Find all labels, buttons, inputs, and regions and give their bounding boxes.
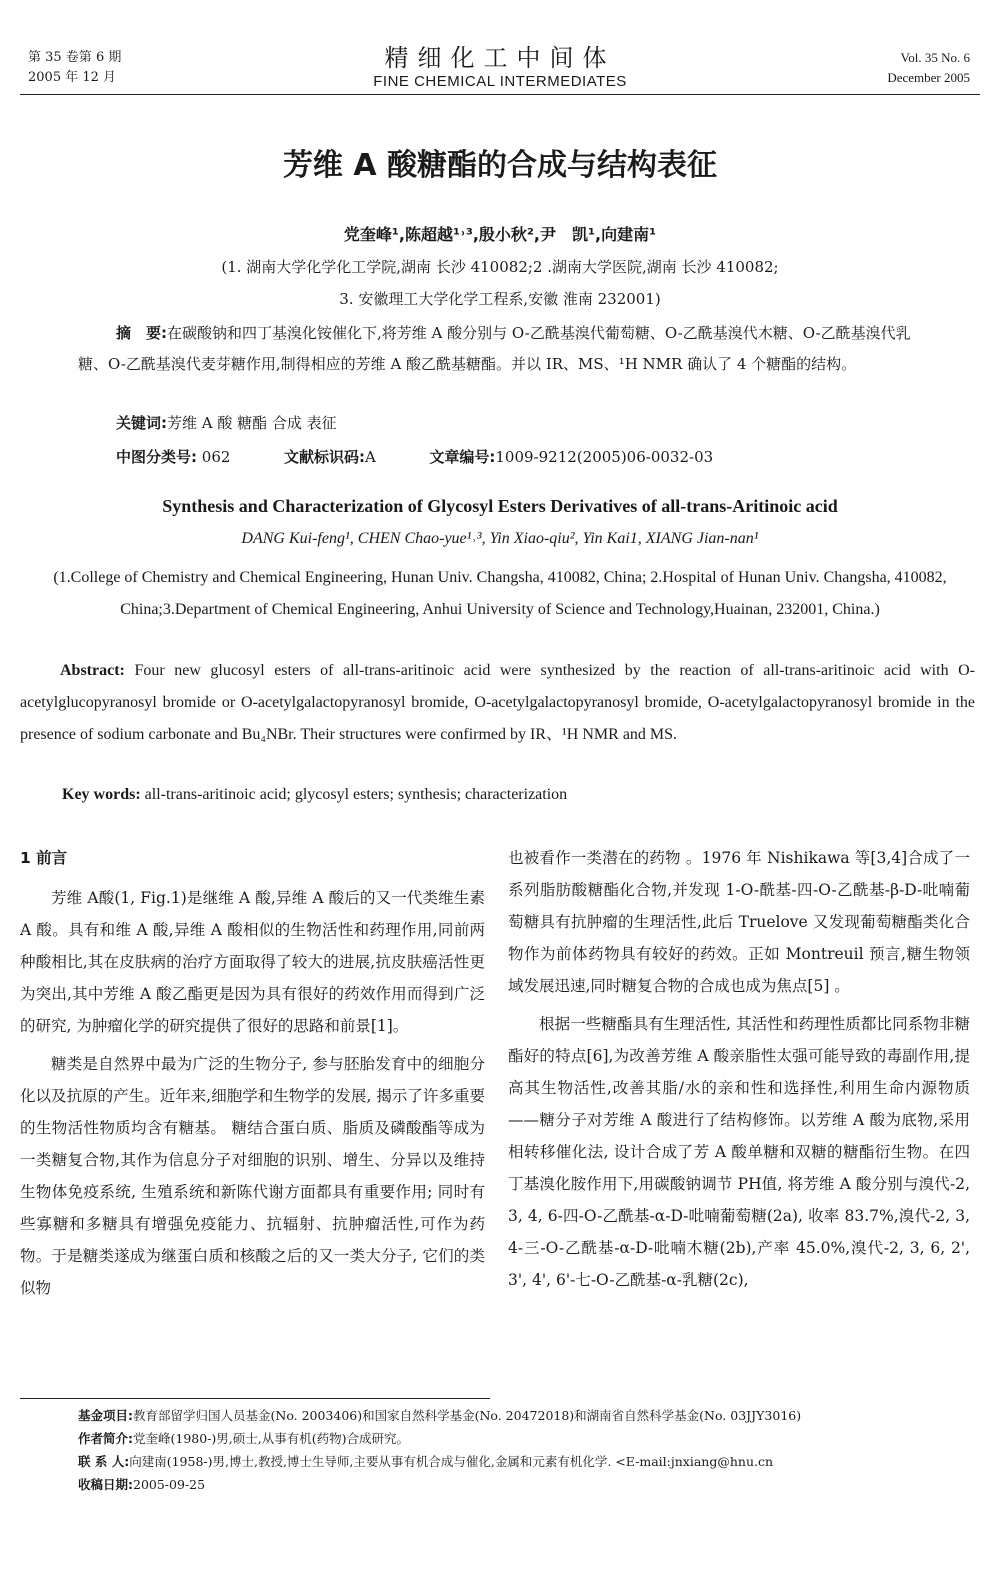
- keywords-en-label: Key words:: [62, 786, 141, 803]
- affiliation-cn-line1: (1. 湖南大学化学化工学院,湖南 长沙 410082;2 .湖南大学医院,湖南 长沙 410082;: [221, 258, 779, 276]
- paper-title-cn: 芳维 A 酸糖酯的合成与结构表征: [282, 148, 718, 183]
- abstract-en: [20, 655, 975, 751]
- abstract-cn-label: 摘 要:: [116, 324, 167, 342]
- paper-title-en: Synthesis and Characterization of Glycosyl Esters Derivatives of all-trans-Aritinoic acid: [162, 496, 838, 516]
- footnote-fund: 基金项目:教育部留学归国人员基金(No. 2003406)和国家自然科学基金(No. 20472018)和湖南省自然科学基金(No. 03JJY3016): [78, 1408, 802, 1423]
- keywords-cn-label: 关键词:: [116, 414, 167, 432]
- section-heading-intro: 1 前言: [20, 849, 68, 867]
- footnote-divider: [20, 1398, 490, 1399]
- body-right-column: [508, 842, 970, 1296]
- abstract-cn: [78, 318, 933, 380]
- classification-line: [116, 446, 916, 467]
- body-paragraph: 芳维 A酸(1, Fig.1)是继维 A 酸,异维 A 酸后的又一代类维生素 A 酸。具有和维 A 酸,异维 A 酸相似的生物活性和药理作用,同前两种酸相比,其在皮肤病的治疗方面取得了较大的进展,抗皮肤癌活性更为突出,其中芳维 A 酸乙酯更是因为具有很好的药效作用而得到广泛的研究, 为肿瘤化学的研究提供了很好的思路和前景[1]。: [20, 889, 485, 1035]
- authors-cn: 党奎峰¹,陈超越¹˒³,殷小秋²,尹 凯¹,向建南¹: [343, 225, 657, 244]
- article-number-label: 文章编号:: [429, 448, 496, 466]
- keywords-en-text: all-trans-aritinoic acid; glycosyl esters; synthesis; characterization: [144, 786, 568, 803]
- footnotes: [78, 1404, 978, 1496]
- header-divider: [20, 94, 980, 95]
- journal-masthead: [250, 38, 750, 90]
- keywords-cn-text: 芳维 A 酸 糖酯 合成 表征: [167, 414, 337, 432]
- clc-value: 062: [201, 448, 231, 466]
- abstract-en-text: Four new glucosyl esters of all-trans-aritinoic acid were synthesized by the reaction of all-trans-aritinoic acid with O-acetylglucopyranosyl bromide or O-acetylgalactopyranosyl bromide, O-acetylgalactopyranosyl bromide, O-acetylgalactopyranosyl bromide in the presence of sodium carbonate and Bu₄NBr. Their structures were confirmed by IR、¹H NMR and MS.: [20, 662, 976, 743]
- doc-code-label: 文献标识码:: [283, 448, 365, 466]
- doc-code-value: A: [364, 448, 376, 466]
- footnote-contact: 联 系 人:向建南(1958-)男,博士,教授,博士生导师,主要从事有机合成与催化,金属和元素有机化学. <E-mail:jnxiang@hnu.cn: [78, 1454, 774, 1469]
- article-number-value: 1009-9212(2005)06-0032-03: [495, 448, 714, 466]
- clc-label: 中图分类号:: [116, 448, 197, 466]
- volume-cn: 第 35 卷第 6 期: [28, 50, 122, 65]
- body-left-column: [20, 842, 485, 1304]
- volume-en: Vol. 35 No. 6: [900, 50, 970, 65]
- abstract-cn-text: 在碳酸钠和四丁基溴化铵催化下,将芳维 A 酸分别与 O-乙酰基溴代葡萄糖、O-乙酰基溴代木糖、O-乙酰基溴代乳糖、O-乙酰基溴代麦芽糖作用,制得相应的芳维 A 酸乙酰基糖酯。并以 IR、MS、¹H NMR 确认了 4 个糖酯的结构。: [78, 324, 911, 373]
- journal-name-en: FINE CHEMICAL INTERMEDIATES: [373, 73, 627, 90]
- keywords-cn: [116, 412, 337, 433]
- keywords-en: [62, 786, 567, 804]
- issue-info-cn: [28, 48, 121, 88]
- footnote-author: 作者简介:党奎峰(1980-)男,硕士,从事有机(药物)合成研究。: [78, 1431, 409, 1446]
- authors-en: DANG Kui-feng¹, CHEN Chao-yue¹˒³, Yin Xiao-qiu², Yin Kai1, XIANG Jian-nan¹: [241, 530, 759, 547]
- body-paragraph: 糖类是自然界中最为广泛的生物分子, 参与胚胎发育中的细胞分化以及抗原的产生。近年来,细胞学和生物学的发展, 揭示了许多重要的生物活性物质均含有糖基。 糖结合蛋白质、脂质及磷酸酯等成为一类糖复合物,其作为信息分子对细胞的识别、增生、分异以及维持生物体免疫系统, 生殖系统和新陈代谢方面都具有重要作用; 同时有些寡糖和多糖具有增强免疫能力、抗辐射、抗肿瘤活性,可作为药物。于是糖类遂成为继蛋白质和核酸之后的又一类大分子, 它们的类似物: [20, 1055, 485, 1297]
- abstract-en-label: Abstract:: [60, 662, 125, 679]
- issue-info-en: [887, 48, 970, 88]
- body-paragraph: 根据一些糖酯具有生理活性, 其活性和药理性质都比同系物非糖酯好的特点[6],为改善芳维 A 酸亲脂性太强可能导致的毒副作用,提高其生物活性,改善其脂/水的亲和性和选择性,利用生命内源物质——糖分子对芳维 A 酸进行了结构修饰。以芳维 A 酸为底物,采用相转移催化法, 设计合成了芳 A 酸单糖和双糖的糖酯衍生物。在四丁基溴化胺作用下,用碳酸钠调节 PH值, 将芳维 A 酸分别与溴代-2, 3, 4, 6-四-O-乙酰基-α-D-吡喃葡萄糖(2a), 收率 83.7%,溴代-2, 3, 4-三-O-乙酰基-α-D-吡喃木糖(2b),产率 45.0%,溴代-2, 3, 6, 2', 3', 4', 6'-七-O-乙酰基-α-乳糖(2c),: [508, 1015, 970, 1289]
- body-paragraph: 也被看作一类潜在的药物 。1976 年 Nishikawa 等[3,4]合成了一系列脂肪酸糖酯化合物,并发现 1-O-酰基-四-O-乙酰基-β-D-吡喃葡萄糖具有抗肿瘤的生理活性,此后 Truelove 又发现葡萄糖酯类化合物作为前体药物具有较好的药效。正如 Montreuil 预言,糖生物领域发展迅速,同时糖复合物的合成也成为焦点[5] 。: [508, 849, 970, 995]
- journal-name-cn: 精细化工中间体: [384, 44, 616, 72]
- date-cn: 2005 年 12 月: [28, 70, 117, 85]
- affiliation-en: (1.College of Chemistry and Chemical Engineering, Hunan Univ. Changsha, 410082, China; 2.Hospital of Hunan Univ. Changsha, 410082, China;3.Department of Chemical Engineering, Anhui University of Science and Technology,Huainan, 232001, China.): [53, 569, 947, 618]
- date-en: December 2005: [887, 70, 970, 85]
- footnote-received: 收稿日期:2005-09-25: [78, 1477, 206, 1492]
- affiliation-cn-line2: 3. 安徽理工大学化学工程系,安徽 淮南 232001): [339, 290, 661, 308]
